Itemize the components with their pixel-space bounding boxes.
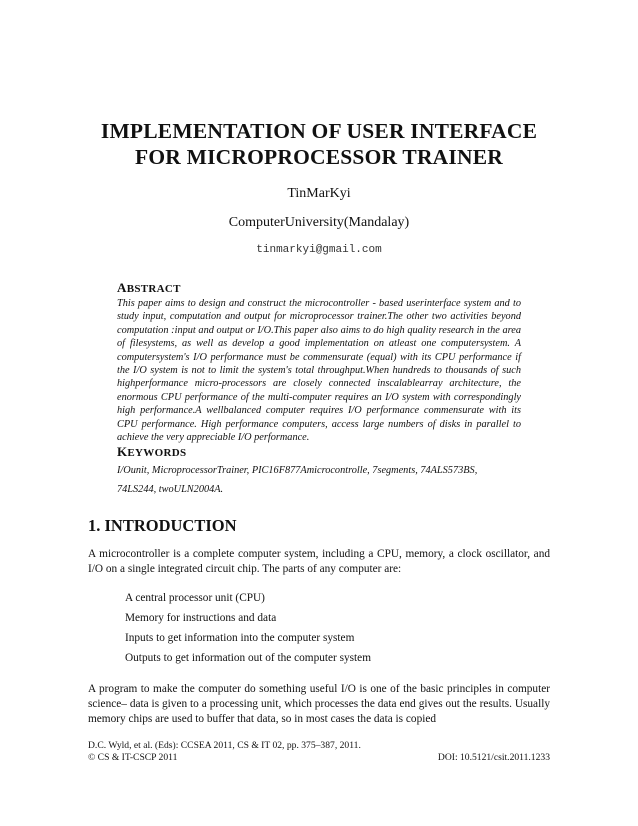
keywords-heading-rest: EYWORDS	[127, 447, 187, 459]
computer-parts-list	[125, 588, 371, 668]
footer-row	[88, 752, 550, 764]
introduction-paragraph-2: A program to make the computer do something useful I/O is one of the basic principles in computer science– data is given to a processing unit, which processes the data end gives out the results. Usually memory chips are used to buffer that data, so in most cases the data is copied	[88, 683, 550, 725]
list-item: Outputs to get information out of the computer system	[125, 652, 371, 664]
list-item: A central processor unit (CPU)	[125, 592, 265, 604]
abstract-heading-rest: BSTRACT	[126, 283, 181, 295]
keywords-heading-initial: K	[117, 444, 128, 459]
footer-copyright: © CS & IT-CSCP 2011	[88, 752, 178, 763]
introduction-paragraph-1: A microcontroller is a complete computer system, including a CPU, memory, a clock oscillator, and I/O on a single integrated circuit chip. The parts of any computer are:	[88, 548, 550, 575]
author-email: tinmarkyi@gmail.com	[256, 244, 382, 256]
keywords-line-1: I/Ounit, MicroprocessorTrainer, PIC16F877Amicrocontrolle, 7segments, 74ALS573BS,	[117, 465, 478, 476]
introduction-heading: 1. INTRODUCTION	[88, 516, 237, 535]
list-item: Inputs to get information into the computer system	[125, 632, 355, 644]
abstract-heading-initial: A	[117, 280, 127, 295]
keywords-text	[117, 461, 521, 499]
list-item: Memory for instructions and data	[125, 612, 277, 624]
paper-title	[40, 118, 598, 170]
page-footer	[88, 740, 550, 764]
keywords-line-2: 74LS244, twoULN2004A.	[117, 484, 224, 495]
keywords-heading	[117, 444, 186, 460]
footer-doi: DOI: 10.5121/csit.2011.1233	[437, 752, 550, 763]
author-name: TinMarKyi	[287, 186, 351, 201]
title-line-2: FOR MICROPROCESSOR TRAINER	[135, 145, 503, 169]
abstract-text: This paper aims to design and construct the microcontroller - based userinterface system and to study input, computation and output for microprocessor trainer.The other two activities beyond computation :input and output or I/O.This paper also aims to do high quality research in the area of filesystems, as well as develop a good implementation on atleast one computersystem. A computersystem's I/O performance must be commensurate (equal) with its CPU performance if the I/O system is not to limit the system's total throughput.When hundreds to thousands of such highperformance micro-processors are closely connected inscalablearray architecture, the enormous CPU performance of the multi-computer requires an I/O system with correspondingly high performance.A wellbalanced computer requires I/O performance commensurate with its CPU performance. High performance computers, access large numbers of disks in parallel to achieve the very appreciable I/O performance.	[117, 298, 521, 444]
author-affiliation: ComputerUniversity(Mandalay)	[228, 215, 410, 230]
abstract-heading	[117, 280, 181, 296]
footer-citation: D.C. Wyld, et al. (Eds): CCSEA 2011, CS & IT 02, pp. 375–387, 2011.	[88, 740, 361, 751]
title-line-1: IMPLEMENTATION OF USER INTERFACE	[100, 119, 538, 143]
